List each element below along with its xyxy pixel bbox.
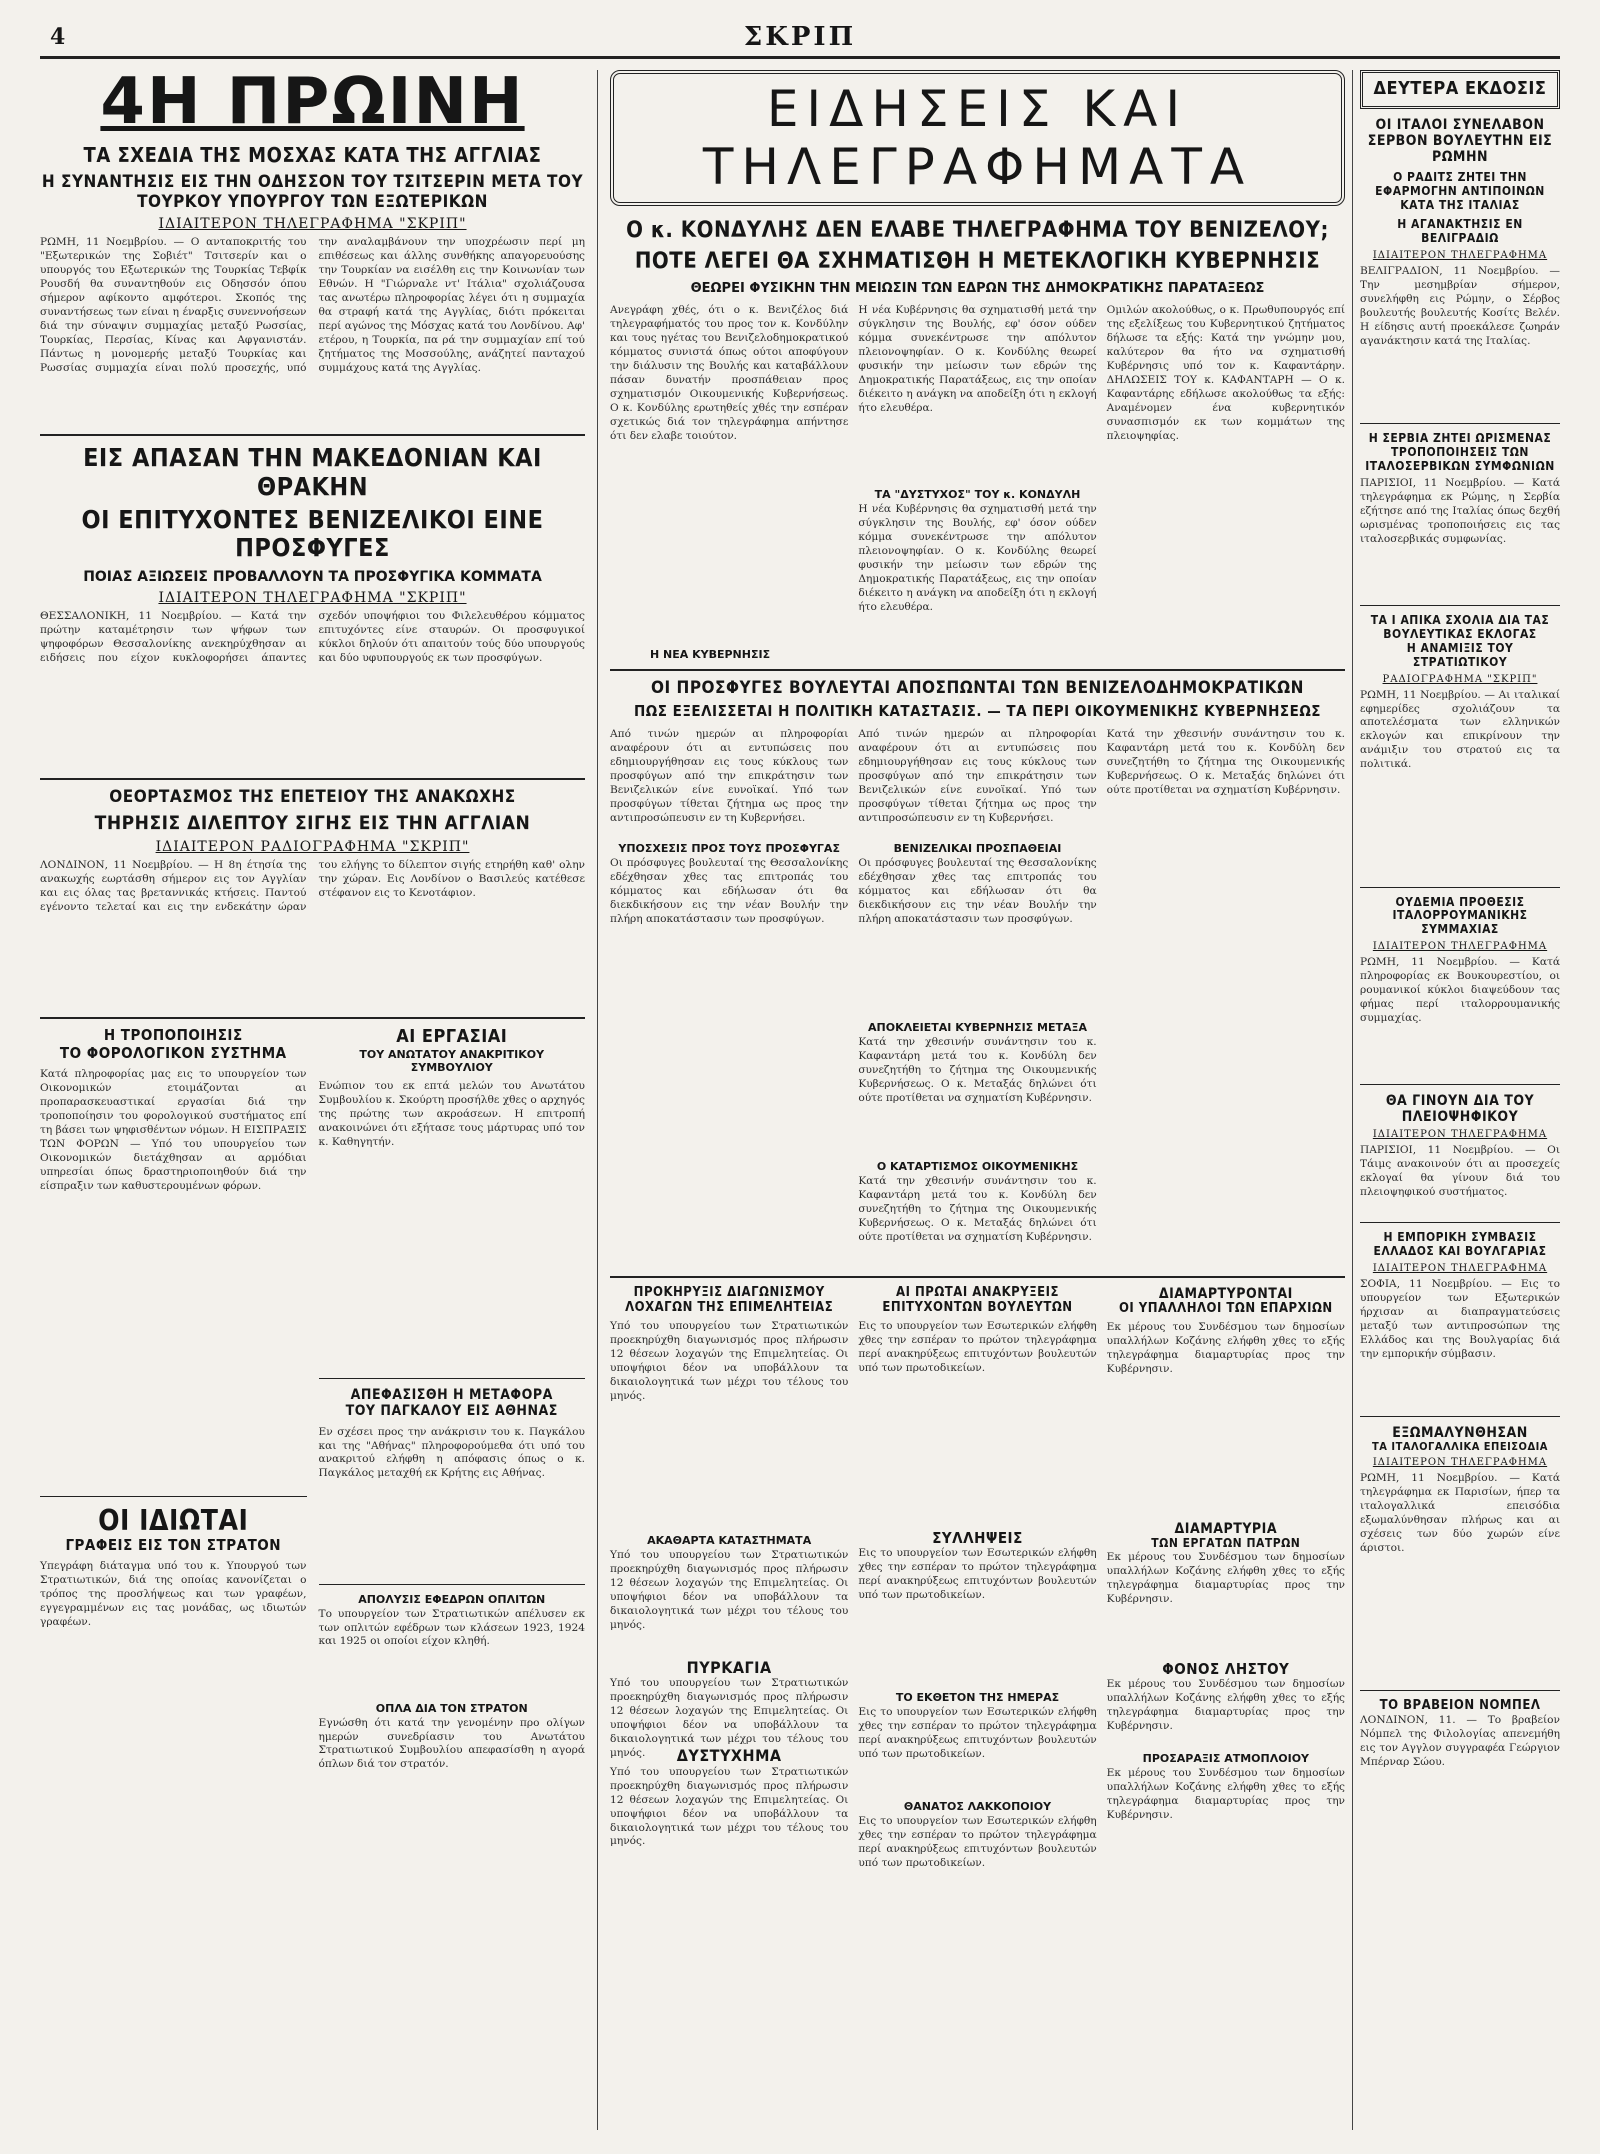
article-body: ΛΟΝΔΙΝΟΝ, 11. — Το βραβείον Νόμπελ της Φιλολογίας απενεμήθη εις τον Αγγλον συγγραφέα Γεώργιον Μπέρναρ Σώου. [1360, 1714, 1560, 1769]
article-body: Εν σχέσει προς την ανάκρισιν του κ. Παγκάλου και της "Αθήνας" πληροφορούμεθα ότι υπό του ανακριτού ελήφθη η απόφασις όπως ο κ. Παγκάλος μεταχθή εκ Κρήτης εις Αθήνας. [318, 1425, 585, 1480]
article-headline: ΔΙΑΜΑΡΤΥΡΟΝΤΑΙ [1158, 1285, 1293, 1302]
article-subheadline: Η ΣΥΝΑΝΤΗΣΙΣ ΕΙΣ ΤΗΝ ΟΔΗΣΣΟΝ ΤΟΥ ΤΣΙΤΣΕΡΙΝ ΜΕΤΑ ΤΟΥ ΤΟΥΡΚΟΥ ΥΠΟΥΡΓΟΥ ΤΩΝ ΕΞΩΤΕΡΙΚΩΝ [41, 172, 584, 212]
article-byline: ΡΑΔΙΟΓΡΑΦΗΜΑ "ΣΚΡΙΠ" [1382, 673, 1538, 685]
article-body: Εις το υπουργείον των Εσωτερικών ελήφθη χθες την εσπέραν το πρώτον τηλεγράφημα περί ανακηρύξεως επιτυχόντων βουλευτών υπό των πρωτοδικείων. [858, 1815, 1097, 1870]
article-subheadline: ΤΟΥ ΠΑΓΚΑΛΟΥ ΕΙΣ ΑΘΗΝΑΣ [345, 1403, 558, 1420]
article-body: ΣΟΦΙΑ, 11 Νοεμβρίου. — Εις το υπουργείον των Εξωτερικών ήρχισαν αι διαπραγματεύσεις μεταξύ των αντιπροσώπων της Ελλάδος και της Βουλγαρίας διά την εμπορικήν σύμβασιν. [1360, 1277, 1560, 1360]
article-headline: ΟΙ ΙΤΑΛΟΙ ΣΥΝΕΛΑΒΟΝ ΣΕΡΒΟΝ ΒΟΥΛΕΥΤΗΝ ΕΙΣ ΡΩΜΗΝ [1367, 116, 1553, 165]
article-body: Ανεγράφη χθές, ότι ο κ. Βενιζέλος διά τηλεγραφήματός του προς τον κ. Κονδύλην και τους ηγέτας του Βενιζελοδημοκρατικού κόμματος συνιστά όπως ούτοι αποφύγουν την διάλυσιν της Βουλής και καταβάλλουν πάσαν δυνατήν προσπάθειαν προς σχηματισμόν Οικουμενικής Κυβερνήσεως. Ο κ. Κονδύλης ερωτηθείς χθές την εσπέραν σχετικώς διά τον τηλεγράφημα απήντησε ότι δεν ελαβε τοιούτον. [610, 304, 849, 442]
article-separator [40, 1496, 307, 1497]
article-body: Εις το υπουργείον των Εσωτερικών ελήφθη χθες την εσπέραν το πρώτον τηλεγράφημα περί ανακηρύξεως επιτυχόντων βουλευτών υπό των πρωτοδικείων. [858, 1319, 1097, 1374]
article-subheadline: ΠΟΤΕ ΛΕΓΕΙ ΘΑ ΣΧΗΜΑΤΙΣΘΗ Η ΜΕΤΕΚΛΟΓΙΚΗ ΚΥΒΕΡΝΗΣΙΣ [634, 249, 1321, 275]
article-body: Εις το υπουργείον των Εσωτερικών ελήφθη χθες την εσπέραν το πρώτον τηλεγράφημα περί ανακηρύξεως επιτυχόντων βουλευτών υπό των πρωτοδικείων. [858, 1706, 1097, 1761]
article-body: Από τινών ημερών αι πληροφορίαι αναφέρουν ότι αι εντυπώσεις που εδημιουργήθησαν εις τους κύκλους των προσφύγων από την επικράτησιν των Βενιζελικών είνε ευνοϊκαί. Υπό των προσφύγων τίθεται ζήτημα ως προς την αντιπροσώπευσιν εν τη Κυβερνήσει. [858, 727, 1097, 824]
article-subhead: ΘΑΝΑΤΟΣ ΛΑΚΚΟΠΟΙΟΥ [903, 1800, 1052, 1814]
article-separator [1360, 887, 1560, 888]
article-body: Υπό του υπουργείου των Στρατιωτικών προεκηρύχθη διαγωνισμός προς πλήρωσιν 12 θέσεων λοχαγών της Επιμελητείας. Οι υποψήφιοι δέον να υποβάλλουν τα δικαιολογητικά των μέχρι του τέλους του μηνός. [610, 1548, 849, 1631]
article-body: Οι πρόσφυγες βουλευταί της Θεσσαλονίκης εδέχθησαν χθες τας επιτροπάς του κόμματος και εδήλωσαν ότι θα διεκδικήσουν εις την νέαν Βουλήν την πλήρη αποκατάστασιν των προσφύγων. [858, 856, 1097, 925]
article-body: ΘΕΣΣΑΛΟΝΙΚΗ, 11 Νοεμβρίου. — Κατά την πρώτην καταμέτρησιν των ψήφων των ψηφοφόρων Θεσσαλονίκης ανεκηρύχθησαν αι ειδήσεις που είχον κυκλοφορήσει άπαντες σχεδόν υποψήφιοι του Φιλελευθέρου κόμματος επιτυχόντες είνε σταυρών. Οι προσφυγικοί κύκλοι δηλούν ότι απαιτούν τούς δύο υπουργούς και δύο υφυπουργούς εκ των προσφύγων. [40, 609, 585, 664]
article-subhead: ΤΩΝ ΕΡΓΑΤΩΝ ΠΑΤΡΩΝ [1151, 1536, 1301, 1551]
article-body: ΛΟΝΔΙΝΟΝ, 11 Νοεμβρίου. — Η 8η έτησία της ανακωχής εωρτάσθη σήμερον εις τον Αγγλίαν και εις όλας τας βρεταννικάς κτήσεις. Παντού εγένοντο τελεταί και εις την ενδεκάτην ώραν του ελήγης το δίλεπτον σιγής ετηρήθη καθ' ολην την χώραν. Εις Λονδίνον ο Βασιλεύς κατέθεσε στέφανον εις το Κενοτάφιον. [40, 859, 585, 914]
article-byline: ΙΔΙΑΙΤΕΡΟΝ ΤΗΛΕΓΡΑΦΗΜΑ "ΣΚΡΙΠ" [158, 589, 467, 606]
article-headline: Η ΕΜΠΟΡΙΚΗ ΣΥΜΒΑΣΙΣ ΕΛΛΑΔΟΣ ΚΑΙ ΒΟΥΛΓΑΡΙΑΣ [1373, 1230, 1547, 1258]
article-subhead: Η ΝΕΑ ΚΥΒΕΡΝΗΣΙΣ [650, 648, 771, 662]
article-body: Κατά την χθεσινήν συνάντησιν του κ. Καφαντάρη μετά του κ. Κονδύλη δεν συνεζητήθη το ζήτημα της Οικουμενικής Κυβερνήσεως. Ο κ. Μεταξάς δηλώνει ότι ούτε προτίθεται να σχηματίση Κυβέρνησιν. [858, 1174, 1097, 1243]
article-subheadline: ΛΟΧΑΓΩΝ ΤΗΣ ΕΠΙΜΕΛΗΤΕΙΑΣ [625, 1299, 834, 1315]
article-subhead: ΤΑ "ΔΥΣΤΥΧΟΣ" ΤΟΥ κ. ΚΟΝΔΥΛΗ [874, 488, 1081, 502]
article-body: ΒΕΛΙΓΡΑΔΙΟΝ, 11 Νοεμβρίου. — Την μεσημβρίαν σήμερον, συνελήφθη εις Ρώμην, ο Σέρβος βουλευτής βουλευτής Κοσίτς Βελέν. Η είδησις αυτή προεκάλεσε ζωηράν αγανάκτησιν κατά της Ιταλίας. [1360, 264, 1560, 347]
article-separator [1360, 423, 1560, 424]
article-headline: ΑΙ ΠΡΩΤΑΙ ΑΝΑΚΡΥΞΕΙΣ [896, 1284, 1059, 1300]
article-separator [319, 1378, 586, 1379]
article-body: Κατά πληροφορίας μας εις το υπουργείον των Οικονομικών ετοιμάζονται αι προπαρασκευαστικαί εργασίαι διά την τροποποίησιν του φορολογικού συστήματος επί τη βάσει των ψηφισθέντων νόμων. Η ΕΙΣΠΡΑΞΙΣ ΤΩΝ ΦΟΡΩΝ — Υπό του υπουργείου των Οικονομικών διετάχθησαν αι αρμόδιαι υπηρεσίαι όπως δραστηριοποιηθούν διά την είσπραξιν των καθυστερουμένων φόρων. [40, 1067, 307, 1192]
text-column [858, 304, 1096, 644]
article-subheadline: ΤΑ ΙΤΑΛΟΓΑΛΛΙΚΑ ΕΠΕΙΣΟΔΙΑ [1372, 1439, 1548, 1453]
article-subheadline: ΤΗΡΗΣΙΣ ΔΙΛΕΠΤΟΥ ΣΙΓΗΣ ΕΙΣ ΤΗΝ ΑΓΓΛΙΑΝ [94, 812, 531, 835]
article-byline: ΙΔΙΑΙΤΕΡΟΝ ΤΗΛΕΓΡΑΦΗΜΑ "ΣΚΡΙΠ" [158, 216, 467, 233]
text-column [1107, 304, 1345, 644]
article-separator [1360, 1416, 1560, 1417]
header-rule [40, 56, 1560, 59]
article-byline: ΙΔΙΑΙΤΕΡΟΝ ΤΗΛΕΓΡΑΦΗΜΑ [1372, 940, 1548, 952]
article-subhead: ΤΟ ΕΚΘΕΤΟΝ ΤΗΣ ΗΜΕΡΑΣ [895, 1691, 1060, 1705]
article-body: Εις το υπουργείον των Εσωτερικών ελήφθη χθες την εσπέραν το πρώτον τηλεγράφημα περί ανακηρύξεως επιτυχόντων βουλευτών υπό των πρωτοδικείων. [858, 1547, 1097, 1602]
article-headline: Ο κ. ΚΟΝΔΥΛΗΣ ΔΕΝ ΕΛΑΒΕ ΤΗΛΕΓΡΑΦΗΜΑ ΤΟΥ ΒΕΝΙΖΕΛΟΥ; [626, 218, 1329, 243]
article-subheadline: Ο ΡΑΔΙΤΣ ΖΗΤΕΙ ΤΗΝ ΕΦΑΡΜΟΓΗΝ ΑΝΤΙΠΟΙΝΩΝ ΚΑΤΑ ΤΗΣ ΙΤΑΛΙΑΣ [1375, 169, 1545, 212]
article-body: ΡΩΜΗ, 11 Νοεμβρίου. — Ο ανταποκριτής του "Εξωτερικών της Σοβιέτ" Τσιτσερίν και ο υπουργός του Εξωτερικών της Τουρκίας Τεβφίκ Ρουσδή θα συναντηθούν εις Οδησσόν όπου σήμερον αφίκοντο αμφότεροι. Σκοπός της συναντήσεως των είναι η έναρξις συνεννοήσεων διά την σύναψιν συμμαχίας μεταξύ Ρωσσίας, Τουρκίας, Περσίας, Κίνας και Αφγανιστάν. Πάντως η μονομερής μεταξύ Τουρκίας και Ρωσσίας συμμαχία είναι πολύ προσεχής, υπό την αναλαμβάνουν την υποχρέωσιν περί μη επιθέσεως και άλλης συνθήκης απαγορευούσης την Τουρκίαν να εισέλθη εις την Κοινωνίαν των Εθνών. Η "Γιώρναλε ντ' Ιτάλια" σχολιάζουσα τας ανωτέρω πληροφορίας λέγει ότι η συμμαχία θα στραφή κατά της Αγγλίας, διότι πρόκειται περί αγώνος της Μόσχας κατά του Λονδίνου. Αφ' ετέρου, η Τουρκία, πα ρά την συμμαχίαν επί τού ζητήματος της Μοσσούλης, ανάζητεί πανταχού συμμάχους κατά της Αγγλίας. [40, 236, 585, 374]
article-subhead: Ο ΚΑΤΑΡΤΙΣΜΟΣ ΟΙΚΟΥΜΕΝΙΚΗΣ [876, 1159, 1079, 1173]
article-separator [40, 434, 585, 436]
article-headline: ΤΟ ΒΡΑΒΕΙΟΝ ΝΟΜΠΕΛ [1379, 1698, 1541, 1714]
article-headline: ΟΕΟΡΤΑΣΜΟΣ ΤΗΣ ΕΠΕΤΕΙΟΥ ΤΗΣ ΑΝΑΚΩΧΗΣ [109, 786, 516, 807]
article-headline: ΕΙΣ ΑΠΑΣΑΝ ΤΗΝ ΜΑΚΕΔΟΝΙΑΝ ΚΑΙ ΘΡΑΚΗΝ [83, 443, 542, 501]
column-divider [597, 70, 598, 2130]
article-headline: ΑΠΕΦΑΣΙΣΘΗ Η ΜΕΤΑΦΟΡΑ [350, 1387, 553, 1404]
main-article-columns [610, 304, 1345, 644]
article-separator [40, 778, 585, 780]
article-subhead: ΔΙΑΜΑΡΤΥΡΙΑ [1174, 1521, 1278, 1538]
article-subhead: ΥΠΟΣΧΕΣΙΣ ΠΡΟΣ ΤΟΥΣ ΠΡΟΣΦΥΓΑΣ [618, 841, 840, 855]
column-right [1360, 70, 1560, 2130]
article-body: Εκ μέρους του Συνδέσμου των δημοσίων υπαλλήλων Κοζάνης ελήφθη χθες το εξής τηλεγράφημα διαμαρτυρίας προς την Κυβέρνησιν. [1106, 1678, 1345, 1733]
article-subhead: ΒΕΝΙΖΕΛΙΚΑΙ ΠΡΟΣΠΑΘΕΙΑΙ [893, 841, 1062, 855]
article-body: Εκ μέρους του Συνδέσμου των δημοσίων υπαλλήλων Κοζάνης ελήφθη χθες το εξής τηλεγράφημα διαμαρτυρίας προς την Κυβέρνησιν. [1106, 1321, 1345, 1375]
article-body: Εκ μέρους του Συνδέσμου των δημοσίων υπαλλήλων Κοζάνης ελήφθη χθες το εξής τηλεγράφημα διαμαρτυρίας προς την Κυβέρνησιν. [1106, 1767, 1345, 1822]
article-byline: ΙΔΙΑΙΤΕΡΟΝ ΤΗΛΕΓΡΑΦΗΜΑ [1372, 1262, 1548, 1274]
article-headline: Η ΤΡΟΠΟΠΟΙΗΣΙΣ [103, 1026, 243, 1045]
article-headline: ΟΙ ΠΡΟΣΦΥΓΕΣ ΒΟΥΛΕΥΤΑΙ ΑΠΟΣΠΩΝΤΑΙ ΤΩΝ ΒΕΝΙΖΕΛΟΔΗΜΟΚΡΑΤΙΚΩΝ [651, 678, 1304, 699]
text-column [610, 728, 848, 1268]
article-body: Η νέα Κυβέρνησις θα σχηματισθή μετά την σύγκλησιν της Βουλής, εφ' όσον ούδεν κόμμα συνεκέντρωσε την απόλυτον πλειονοψηφίαν. Ο κ. Κονδύλης θεωρεί φυσικήν την μείωσιν των εδρών της Δημοκρατικής Παρατάξεως, εις την οποίαν διέκειτο η ανάγκη να αποδείξη ότι η εκλογή ήτο ελευθέρα. [858, 503, 1097, 613]
article-body: ΡΩΜΗ, 11 Νοεμβρίου. — Αι ιταλικαί εφημερίδες σχολιάζουν τα αποτελέσματα των ελληνικών εκλογών και επικρίνουν την ανάμιξιν του στρατού εις τα πολιτικά. [1360, 688, 1560, 771]
article-body: ΡΩΜΗ, 11 Νοεμβρίου. — Κατά τηλεγράφημα εκ Παρισίων, ήπερ τα ιταλογαλλικά επεισόδια εξωμαλύνθησαν πλήρως και αι σχέσεις των δύο χωρών είνε άριστοι. [1360, 1472, 1560, 1555]
newspaper-page [40, 20, 1560, 2134]
article-headline: ΑΠΟΛΥΣΙΣ ΕΦΕΔΡΩΝ ΟΠΛΙΤΩΝ [358, 1592, 546, 1606]
masthead-title: ΣΚΡΙΠ [743, 22, 857, 52]
article-separator [319, 1584, 586, 1585]
article-subhead: ΣΥΛΛΗΨΕΙΣ [932, 1528, 1023, 1547]
lower-center-block [610, 1286, 1345, 1905]
article-separator [1360, 1222, 1560, 1223]
article-byline: ΙΔΙΑΙΤΕΡΟΝ ΤΗΛΕΓΡΑΦΗΜΑ [1372, 249, 1548, 261]
article-subheadline: ΟΙ ΥΠΑΛΛΗΛΟΙ ΤΩΝ ΕΠΑΡΧΙΩΝ [1118, 1301, 1333, 1317]
running-header [40, 20, 1560, 60]
article-body: ΡΩΜΗ, 11 Νοεμβρίου. — Κατά πληροφορίας εκ Βουκουρεστίου, οι ρουμανικοί κύκλοι διαψεύδουν τας φήμας περί ιταλορρουμανικής συμμαχίας. [1360, 955, 1560, 1024]
article-subheadline: ΤΟΥ ΑΝΩΤΑΤΟΥ ΑΝΑΚΡΙΤΙΚΟΥ ΣΥΜΒΟΥΛΙΟΥ [359, 1047, 545, 1075]
article-body: ΠΑΡΙΣΙΟΙ, 11 Νοεμβρίου. — Κατά τηλεγράφημα εκ Ρώμης, η Σερβία εζήτησε από της Ιταλίας όπως δεχθή ωρισμένας τροποποιήσεις εις τας ιταλοσερβικάς συμφωνίας. [1360, 477, 1560, 546]
article-subhead: ΦΟΝΟΣ ΛΗΣΤΟΥ [1162, 1659, 1290, 1678]
edition-label: ΔΕΥΤΕΡΑ ΕΚΔΟΣΙΣ [1360, 70, 1560, 109]
article-body: Υπό του υπουργείου των Στρατιωτικών προεκηρύχθη διαγωνισμός προς πλήρωσιν 12 θέσεων λοχαγών της Επιμελητείας. Οι υποψήφιοι δέον να υποβάλλουν τα δικαιολογητικά των μέχρι του τέλους του μηνός. [610, 1765, 849, 1848]
article-body: Υπεγράφη διάταγμα υπό του κ. Υπουργού των Στρατιωτικών, διά της οποίας κανονίζεται ο τρόπος της προσλήψεως και των γραφέων, εγγεγραμμένων εις τας μονάδας, ως ιδιωτών γραφέων. [40, 1560, 307, 1629]
article-body: Κατά την χθεσινήν συνάντησιν του κ. Καφαντάρη μετά του κ. Κονδύλη δεν συνεζητήθη το ζήτημα της Οικουμενικής Κυβερνήσεως. Ο κ. Μεταξάς δηλώνει ότι ούτε προτίθεται να σχηματίση Κυβέρνησιν. [1106, 727, 1345, 796]
article-body: Εκ μέρους του Συνδέσμου των δημοσίων υπαλλήλων Κοζάνης ελήφθη χθες το εξής τηλεγράφημα διαμαρτυρίας προς την Κυβέρνησιν. [1106, 1550, 1345, 1605]
article-body: ΠΑΡΙΣΙΟΙ, 11 Νοεμβρίου. — Οι Τάιμς ανακοινούν ότι αι προσεχείς εκλογαί θα γίνουν διά του πλειοψηφικού συστήματος. [1360, 1144, 1560, 1199]
article-separator [40, 1017, 585, 1019]
article-byline: ΙΔΙΑΙΤΕΡΟΝ ΤΗΛΕΓΡΑΦΗΜΑ [1372, 1457, 1548, 1469]
article-headline: ΕΞΩΜΑΛΥΝΘΗΣΑΝ [1392, 1424, 1528, 1441]
right-subcolumn [319, 1027, 586, 1820]
article-body: Ομιλών ακολούθως, ο κ. Πρωθυπουργός επί της εξελίξεως του Κυβερνητικού ζητήματος δήλωσε τα εξής: Κατά την γνώμην μου, καλύτερον θα ήτο να σχηματισθή Κυβέρνησις υπό τον κ. Καφαντάρην. ΔΗΛΩΣΕΙΣ ΤΟΥ κ. ΚΑΦΑΝΤΑΡΗ — Ο κ. Καφαντάρης εδήλωσε ακολούθως τα εξής: Αναμένομεν ένα κυβερνητικόν συνασπισμόν εκ των κομμάτων της πλειοψηφίας. [1106, 304, 1345, 442]
article-subheadline: ΟΙ ΕΠΙΤΥΧΟΝΤΕΣ ΒΕΝΙΖΕΛΙΚΟΙ ΕΙΝΕ ΠΡΟΣΦΥΓΕΣ [81, 504, 544, 563]
article-separator [1360, 1084, 1560, 1085]
article-separator [1360, 605, 1560, 606]
article-deck: ΠΟΙΑΣ ΑΞΙΩΣΕΙΣ ΠΡΟΒΑΛΛΟΥΝ ΤΑ ΠΡΟΣΦΥΓΙΚΑ ΚΟΜΜΑΤΑ [83, 569, 542, 586]
section-banner: ΕΙΔΗΣΕΙΣ ΚΑΙ ΤΗΛΕΓΡΑΦΗΜΑΤΑ [610, 70, 1345, 206]
lead-title: 4Η ΠΡΩΙΝΗ [100, 65, 525, 139]
article-separator [610, 1276, 1345, 1278]
article-byline: ΙΔΙΑΙΤΕΡΟΝ ΤΗΛΕΓΡΑΦΗΜΑ [1372, 1129, 1548, 1141]
article-body: Η νέα Κυβέρνησις θα σχηματισθή μετά την σύγκλησιν της Βουλής, εφ' όσον ούδεν κόμμα συνεκέντρωσε την απόλυτον πλειονοψηφίαν. Ο κ. Κονδύλης θεωρεί φυσικήν την μείωσιν των εδρών της Δημοκρατικής Παρατάξεως, εις την οποίαν διέκειτο η ανάγκη να αποδείξη ότι η εκλογή ήτο ελευθέρα. [858, 304, 1097, 414]
article-headline: ΤΑ ΣΧΕΔΙΑ ΤΗΣ ΜΟΣΧΑΣ ΚΑΤΑ ΤΗΣ ΑΓΓΛΙΑΣ [83, 143, 542, 167]
article-subhead: ΠΡΟΣΑΡΑΞΙΣ ΑΤΜΟΠΛΟΙΟΥ [1142, 1752, 1310, 1766]
second-article-columns [610, 728, 1345, 1268]
text-column [858, 1286, 1096, 1905]
text-column [1107, 1286, 1345, 1905]
article-subheadline: ΕΠΙΤΥΧΟΝΤΩΝ ΒΟΥΛΕΥΤΩΝ [882, 1299, 1073, 1315]
lower-left-block [40, 1027, 585, 1820]
article-headline: ΑΙ ΕΡΓΑΣΙΑΙ [396, 1026, 508, 1048]
article-body: Εγνώσθη ότι κατά την γενομένην προ ολίγων ημερών συνεδρίασιν του Ανωτάτου Στρατιωτικού Συμβουλίου απεφασίσθη η αγορά όπλων διά τον στρατόν. [318, 1716, 585, 1771]
article-headline: ΟΠΛΑ ΔΙΑ ΤΟΝ ΣΤΡΑΤΟΝ [375, 1701, 528, 1715]
article-subheadline: ΓΡΑΦΕΙΣ ΕΙΣ ΤΟΝ ΣΤΡΑΤΟΝ [65, 1535, 282, 1554]
text-column [610, 304, 848, 644]
article-subheadline: Η ΑΝΑΜΙΞΙΣ ΤΟΥ ΣΤΡΑΤΙΩΤΙΚΟΥ [1406, 640, 1514, 669]
article-body: Ενώπιον του εκ επτά μελών του Ανωτάτου Συμβουλίου κ. Σκούρτη προσήλθε χθες ο αρχηγός της πρώτης των ακροάσεων. Η επιτροπή ανακοινώνει ότι εξήτασε τους μάρτυρας υπό τον κ. Καθηγητήν. [318, 1080, 585, 1149]
article-deck: Η ΑΓΑΝΑΚΤΗΣΙΣ ΕΝ ΒΕΛΙΓΡΑΔΙΩ [1397, 217, 1523, 246]
column-divider [1352, 70, 1353, 2130]
article-headline: ΘΑ ΓΙΝΟΥΝ ΔΙΑ ΤΟΥ ΠΛΕΙΟΨΗΦΙΚΟΥ [1385, 1092, 1535, 1126]
article-subhead: ΔΥΣΤΥΧΗΜΑ [676, 1746, 782, 1766]
article-body: Το υπουργείον των Στρατιωτικών απέλυσεν εκ των οπλιτών εφέδρων των κλάσεων 1923, 1924 και 1925 οι οποίοι είχον κληθή. [318, 1607, 585, 1648]
article-body: Υπό του υπουργείου των Στρατιωτικών προεκηρύχθη διαγωνισμός προς πλήρωσιν 12 θέσεων λοχαγών της Επιμελητείας. Οι υποψήφιοι δέον να υποβάλλουν τα δικαιολογητικά των μέχρι του τέλους του μηνός. [610, 1319, 849, 1402]
article-body: Υπό του υπουργείου των Στρατιωτικών προεκηρύχθη διαγωνισμός προς πλήρωσιν 12 θέσεων λοχαγών της Επιμελητείας. Οι υποψήφιοι δέον να υποβάλλουν τα δικαιολογητικά των μέχρι του τέλους του μηνός. [610, 1677, 849, 1760]
text-column [610, 1286, 848, 1905]
article-body: Από τινών ημερών αι πληροφορίαι αναφέρουν ότι αι εντυπώσεις που εδημιουργήθησαν εις τους κύκλους των προσφύγων από την επικράτησιν των Βενιζελικών είνε ευνοϊκαί. Υπό των προσφύγων τίθεται ζήτημα ως προς την αντιπροσώπευσιν εν τη Κυβερνήσει. [610, 727, 849, 824]
article-subheadline: ΤΟ ΦΟΡΟΛΟΓΙΚΟΝ ΣΥΣΤΗΜΑ [59, 1043, 287, 1062]
article-headline: ΟΙ ΙΔΙΩΤΑΙ [98, 1503, 249, 1537]
article-subhead: ΠΥΡΚΑΓΙΑ [686, 1657, 772, 1677]
article-byline: ΙΔΙΑΙΤΕΡΟΝ ΡΑΔΙΟΓΡΑΦΗΜΑ "ΣΚΡΙΠ" [155, 839, 470, 856]
article-body: Οι πρόσφυγες βουλευταί της Θεσσαλονίκης εδέχθησαν χθες τας επιτροπάς του κόμματος και εδήλωσαν ότι θα διεκδικήσουν εις την νέαν Βουλήν την πλήρη αποκατάστασιν των προσφύγων. [610, 856, 849, 925]
left-subcolumn [40, 1027, 307, 1820]
article-headline: ΟΥΔΕΜΙΑ ΠΡΟΘΕΣΙΣ ΙΤΑΛΟΡΡΟΥΜΑΝΙΚΗΣ ΣΥΜΜΑΧΙΑΣ [1392, 894, 1528, 937]
article-subhead: ΑΠΟΚΛΕΙΕΤΑΙ ΚΥΒΕΡΝΗΣΙΣ ΜΕΤΑΞΑ [868, 1020, 1087, 1034]
column-center [610, 70, 1345, 2130]
text-column [1107, 728, 1345, 1268]
text-column [858, 728, 1096, 1268]
article-subhead: ΑΚΑΘΑΡΤΑ ΚΑΤΑΣΤΗΜΑΤΑ [647, 1533, 812, 1547]
article-body: Κατά την χθεσινήν συνάντησιν του κ. Καφαντάρη μετά του κ. Κονδύλη δεν συνεζητήθη το ζήτημα της Οικουμενικής Κυβερνήσεως. Ο κ. Μεταξάς δηλώνει ότι ούτε προτίθεται να σχηματίση Κυβέρνησιν. [858, 1035, 1097, 1104]
column-left [40, 65, 585, 2130]
article-headline: ΠΡΟΚΗΡΥΞΙΣ ΔΙΑΓΩΝΙΣΜΟΥ [633, 1284, 825, 1300]
page-number: 4 [50, 24, 66, 50]
article-subheadline: ΠΩΣ ΕΞΕΛΙΣΣΕΤΑΙ Η ΠΟΛΙΤΙΚΗ ΚΑΤΑΣΤΑΣΙΣ. — ΤΑ ΠΕΡΙ ΟΙΚΟΥΜΕΝΙΚΗΣ ΚΥΒΕΡΝΗΣΕΩΣ [633, 701, 1322, 720]
article-headline: Η ΣΕΡΒΙΑ ΖΗΤΕΙ ΩΡΙΣΜΕΝΑΣ ΤΡΟΠΟΠΟΙΗΣΕΙΣ ΤΩΝ ΙΤΑΛΟΣΕΡΒΙΚΩΝ ΣΥΜΦΩΝΙΩΝ [1365, 430, 1555, 473]
article-deck: ΘΕΩΡΕΙ ΦΥΣΙΚΗΝ ΤΗΝ ΜΕΙΩΣΙΝ ΤΩΝ ΕΔΡΩΝ ΤΗΣ ΔΗΜΟΚΡΑΤΙΚΗΣ ΠΑΡΑΤΑΞΕΩΣ [690, 280, 1265, 296]
article-separator [610, 669, 1345, 671]
article-headline: ΤΑ Ι ΑΠΙΚΑ ΣΧΟΛΙΑ ΔΙΑ ΤΑΣ ΒΟΥΛΕΥΤΙΚΑΣ ΕΚΛΟΓΑΣ [1370, 613, 1550, 642]
article-separator [1360, 1690, 1560, 1691]
